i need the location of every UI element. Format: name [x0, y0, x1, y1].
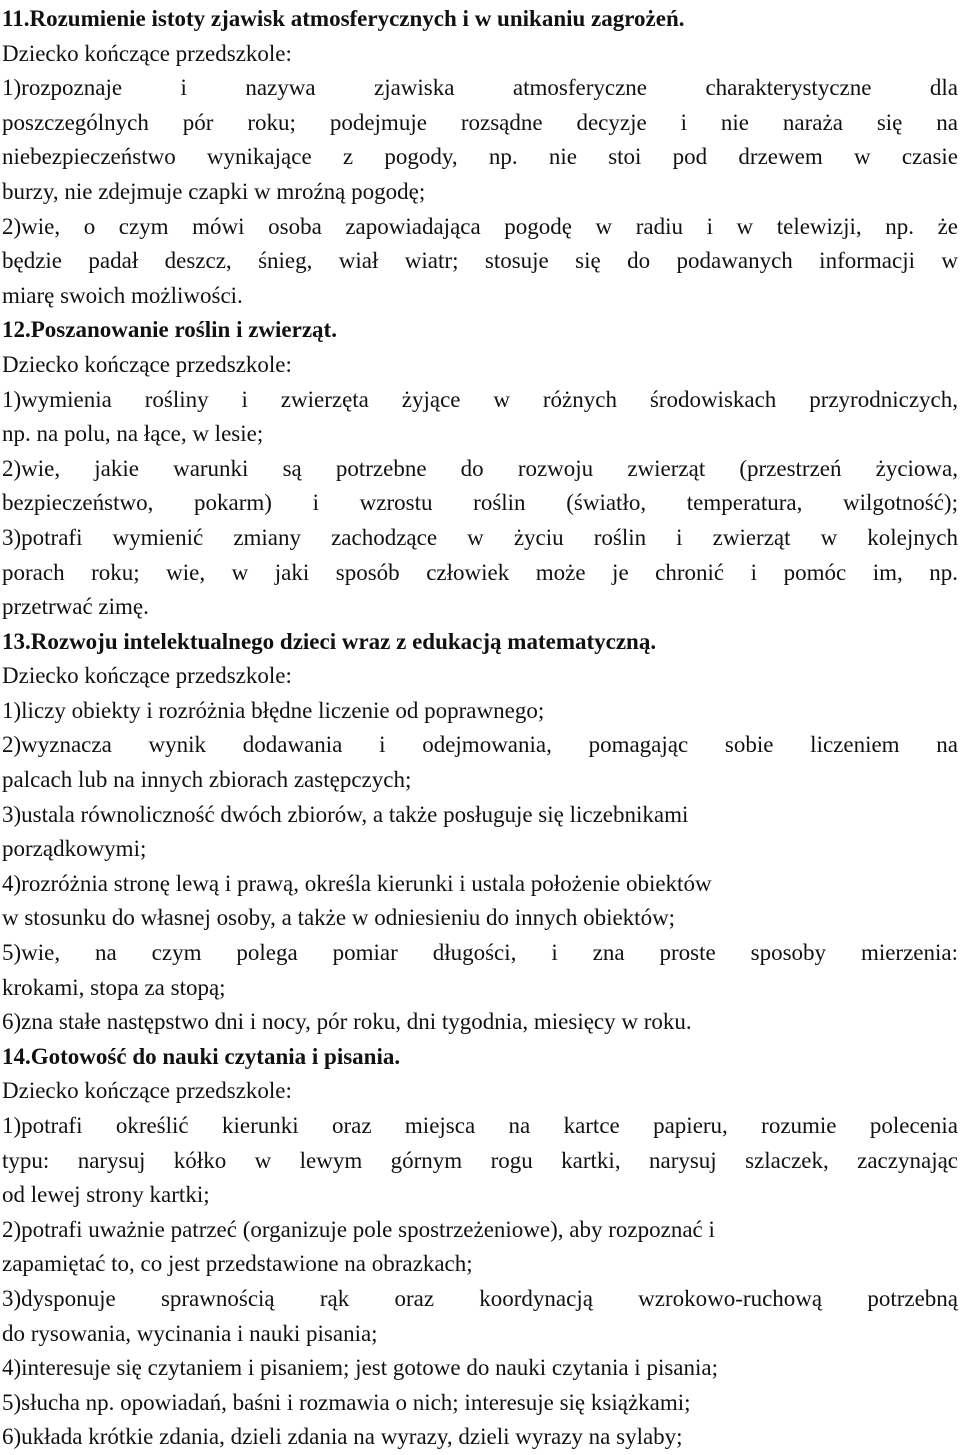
section-13-line: 1)liczy obiekty i rozróżnia błędne liczenie od poprawnego;	[2, 697, 545, 723]
section-14-line: 2)potrafi uważnie patrzeć (organizuje pole spostrzeżeniowe), aby rozpoznać i	[2, 1216, 715, 1242]
section-11-line: 2)wie, o czym mówi osoba zapowiadająca pogodę w radiu i w telewizji, np. że	[2, 213, 958, 239]
section-11-line: poszczególnych pór roku; podejmuje rozsądne decyzje i nie naraża się na	[2, 109, 958, 135]
section-14-line: do rysowania, wycinania i nauki pisania;	[2, 1320, 378, 1346]
section-11-line: burzy, nie zdejmuje czapki w mroźną pogodę;	[2, 178, 426, 204]
section-11-heading: 11.Rozumienie istoty zjawisk atmosferycznych i w unikaniu zagrożeń.	[2, 6, 685, 31]
section-14-line: 3)dysponuje sprawnością rąk oraz koordynacją wzrokowo-ruchową potrzebną	[2, 1285, 958, 1311]
section-12-line: 2)wie, jakie warunki są potrzebne do rozwoju zwierząt (przestrzeń życiowa,	[2, 455, 958, 481]
section-13-line: 6)zna stałe następstwo dni i nocy, pór roku, dni tygodnia, miesięcy w roku.	[2, 1009, 692, 1035]
section-14-line: od lewej strony kartki;	[2, 1182, 210, 1208]
section-13-intro: Dziecko kończące przedszkole:	[2, 663, 292, 689]
section-13-line: 3)ustala równoliczność dwóch zbiorów, a także posługuje się liczebnikami	[2, 801, 689, 827]
section-13-line: krokami, stopa za stopą;	[2, 974, 226, 1000]
section-11-line: niebezpieczeństwo wynikające z pogody, np. nie stoi pod drzewem w czasie	[2, 144, 958, 170]
section-14-line: 1)potrafi określić kierunki oraz miejsca na kartce papieru, rozumie polecenia	[2, 1113, 958, 1138]
section-12-line: porach roku; wie, w jaki sposób człowiek może je chronić i pomóc im, np.	[2, 559, 958, 585]
section-14-intro: Dziecko kończące przedszkole:	[2, 1078, 292, 1104]
section-14-line: 5)słucha np. opowiadań, baśni i rozmawia o nich; interesuje się książkami;	[2, 1389, 691, 1415]
section-13-line: 4)rozróżnia stronę lewą i prawą, określa kierunki i ustala położenie obiektów	[2, 870, 712, 896]
section-13-line: porządkowymi;	[2, 836, 147, 862]
section-12-line: bezpieczeństwo, pokarm) i wzrostu roślin (światło, temperatura, wilgotność);	[2, 490, 958, 516]
section-11-intro: Dziecko kończące przedszkole:	[2, 40, 292, 66]
section-12-intro: Dziecko kończące przedszkole:	[2, 351, 292, 377]
section-14-line: typu: narysuj kółko w lewym górnym rogu kartki, narysuj szlaczek, zaczynając	[2, 1147, 958, 1173]
section-12-line: 1)wymienia rośliny i zwierzęta żyjące w różnych środowiskach przyrodniczych,	[2, 386, 958, 412]
section-13-line: 2)wyznacza wynik dodawania i odejmowania, pomagając sobie liczeniem na	[2, 732, 958, 758]
section-13-line: palcach lub na innych zbiorach zastępczych;	[2, 767, 412, 793]
section-14-line: 4)interesuje się czytaniem i pisaniem; jest gotowe do nauki czytania i pisania;	[2, 1355, 718, 1381]
section-14-heading: 14.Gotowość do nauki czytania i pisania.	[2, 1043, 401, 1069]
section-14-line: 6)układa krótkie zdania, dzieli zdania na wyrazy, dzieli wyrazy na sylaby;	[2, 1424, 683, 1450]
section-12-line: np. na polu, na łące, w lesie;	[2, 421, 264, 447]
section-11-line: miarę swoich możliwości.	[2, 282, 243, 308]
section-11-line: 1)rozpoznaje i nazywa zjawiska atmosferyczne charakterystyczne dla	[2, 75, 958, 101]
section-13-line: 5)wie, na czym polega pomiar długości, i zna proste sposoby mierzenia:	[2, 940, 958, 966]
section-12-line: 3)potrafi wymienić zmiany zachodzące w życiu roślin i zwierząt w kolejnych	[2, 524, 958, 550]
section-12-line: przetrwać zimę.	[2, 594, 149, 620]
section-11-line: będzie padał deszcz, śnieg, wiał wiatr; stosuje się do podawanych informacji w	[2, 248, 958, 274]
section-12-heading: 12.Poszanowanie roślin i zwierząt.	[2, 317, 337, 343]
section-14-line: zapamiętać to, co jest przedstawione na obrazkach;	[2, 1251, 473, 1277]
section-13-line: w stosunku do własnej osoby, a także w odniesieniu do innych obiektów;	[2, 905, 676, 931]
section-13-heading: 13.Rozwoju intelektualnego dzieci wraz z edukacją matematyczną.	[2, 628, 657, 654]
